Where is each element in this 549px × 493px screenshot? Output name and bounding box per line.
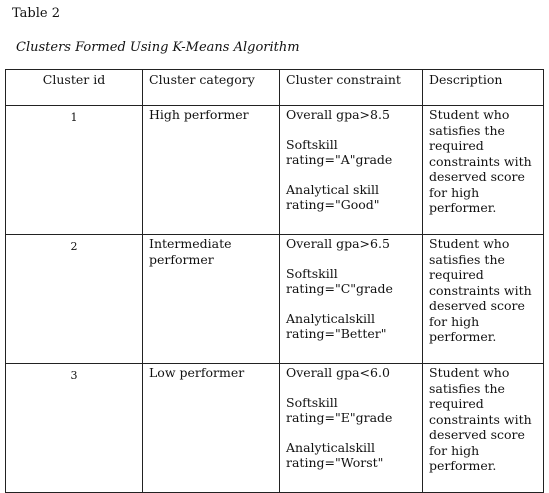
table-row — [6, 106, 544, 235]
description-cell: Student who satisfies the required constraints with deserved score for high performer. — [423, 106, 544, 235]
softskill-rating: rating="A"grade — [286, 152, 393, 167]
cluster-constraint-cell — [280, 106, 423, 235]
header-cluster-category: Cluster category — [143, 70, 280, 106]
softskill-label: Softskill — [286, 394, 338, 410]
analytical-skill-label: Analyticalskill — [286, 310, 376, 326]
cluster-constraint-cell — [280, 364, 423, 493]
analytical-skill-label: Analyticalskill — [286, 439, 376, 455]
softskill-label: Softskill — [286, 265, 338, 281]
table-header — [6, 70, 544, 106]
header-cluster-constraint: Cluster constraint — [280, 70, 423, 106]
softskill-rating: rating="E"grade — [286, 410, 393, 425]
table-label: Table 2 — [12, 6, 60, 21]
header-cluster-id: Cluster id — [6, 70, 143, 106]
header-description: Description — [423, 70, 544, 106]
table-row — [6, 364, 544, 493]
header-row — [6, 70, 544, 106]
description-cell: Student who satisfies the required constraints with deserved score for high performer. — [423, 364, 544, 493]
cluster-constraint-cell — [280, 235, 423, 364]
analytical-skill-rating: rating="Better" — [286, 326, 387, 341]
table-caption: Clusters Formed Using K-Means Algorithm — [16, 40, 300, 55]
description-cell: Student who satisfies the required constraints with deserved score for high performer. — [423, 235, 544, 364]
softskill-label: Softskill — [286, 136, 338, 152]
clusters-table — [5, 69, 544, 493]
analytical-skill-label: Analytical skill — [286, 181, 380, 197]
gpa-constraint: Overall gpa>8.5 — [286, 107, 390, 122]
table-row — [6, 235, 544, 364]
analytical-skill-rating: rating="Good" — [286, 197, 380, 212]
cluster-id-cell: 3 — [6, 364, 143, 493]
cluster-id-cell: 1 — [6, 106, 143, 235]
gpa-constraint: Overall gpa>6.5 — [286, 236, 390, 251]
cluster-category-cell: High performer — [143, 106, 280, 235]
table-body — [6, 106, 544, 493]
gpa-constraint: Overall gpa<6.0 — [286, 365, 390, 380]
cluster-category-cell: Low performer — [143, 364, 280, 493]
cluster-id-cell: 2 — [6, 235, 143, 364]
analytical-skill-rating: rating="Worst" — [286, 455, 384, 470]
cluster-category-cell: Intermediate performer — [143, 235, 280, 364]
softskill-rating: rating="C"grade — [286, 281, 393, 296]
